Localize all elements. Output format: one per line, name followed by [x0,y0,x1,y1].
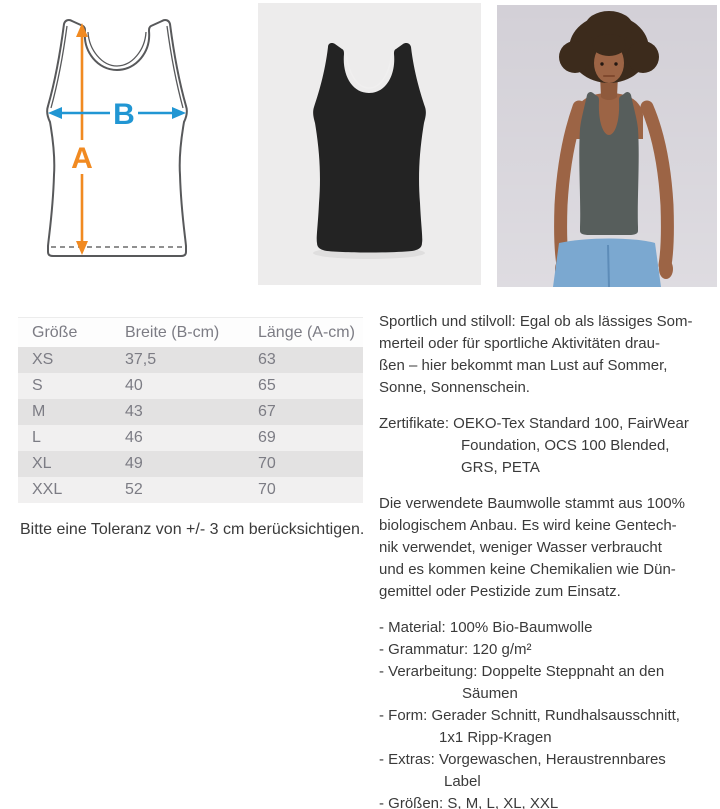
table-cell: 63 [258,351,276,368]
table-row [18,399,363,425]
description-line: und es kommen keine Chemikalien wie Dün- [379,561,676,578]
jeans [553,239,661,288]
description-line: Die verwendete Baumwolle stammt aus 100% [379,495,685,512]
description-line: ßen – hier bekommt man Lust auf Sommer, [379,357,668,374]
description-line: merteil oder für sportliche Aktivitäten drau- [379,335,660,352]
model-photo [497,5,717,287]
size-table-body [18,347,363,503]
table-row [18,477,363,503]
description-line: GRS, PETA [461,459,540,476]
flat-product-image [258,3,481,285]
table-cell: 52 [125,481,143,498]
description-paragraph [379,617,720,809]
size-diagram [10,0,240,290]
size-table [18,317,363,503]
table-cell: 67 [258,403,276,420]
size-table-header [18,318,363,348]
description-line: - Form: Gerader Schnitt, Rundhalsausschnitt, [379,707,680,724]
description-line: - Extras: Vorgewaschen, Heraustrennbares [379,751,666,768]
black-tank-shape [313,43,426,253]
label-a: A [71,142,93,175]
column-header: Länge (A-cm) [244,318,363,348]
tank-top-measurement-drawing [10,0,240,290]
description-line: - Grammatur: 120 g/m² [379,641,532,658]
label-b: B [113,98,135,131]
table-cell: XXL [32,481,63,498]
tank-outline [47,20,187,256]
black-tank-top-image [258,3,481,285]
table-row [18,373,363,399]
description-paragraph [379,413,720,479]
description-line: Foundation, OCS 100 Blended, [461,437,670,454]
table-row [18,451,363,477]
table-row [18,425,363,451]
description-line: Säumen [462,685,518,702]
table-cell: 69 [258,429,276,446]
column-header: Größe [18,318,111,348]
model-wearing-tank-image [497,5,717,287]
product-description [379,311,720,809]
tolerance-note: Bitte eine Toleranz von +/- 3 cm berücksichtigen. [20,521,365,538]
description-line: Label [444,773,481,790]
table-cell: 70 [258,481,276,498]
description-line: - Größen: S, M, L, XL, XXL [379,795,559,809]
description-paragraph [379,493,720,603]
table-cell: S [32,377,43,394]
description-line: Zertifikate: OEKO-Tex Standard 100, FairWear [379,415,689,432]
description-line: Sonne, Sonnenschein. [379,379,530,396]
black-tank-neck-highlight [346,52,392,88]
description-paragraph [379,311,720,399]
table-cell: 65 [258,377,276,394]
table-cell: 46 [125,429,143,446]
table-cell: XL [32,455,52,472]
table-cell: XS [32,351,54,368]
table-cell: L [32,429,41,446]
table-cell: 70 [258,455,276,472]
model-figure [553,11,673,287]
table-row [18,347,363,373]
description-line: gemittel oder Pestizide zum Einsatz. [379,583,621,600]
table-cell: 43 [125,403,143,420]
table-cell: 49 [125,455,143,472]
description-line: - Verarbeitung: Doppelte Steppnaht an den [379,663,665,680]
description-line: nik verwendet, weniger Wasser verbraucht [379,539,662,556]
table-cell: 37,5 [125,351,157,368]
description-line: 1x1 Ripp-Kragen [439,729,552,746]
description-line: Sportlich und stilvoll: Egal ob als lässiges Som- [379,313,693,330]
table-cell: 40 [125,377,143,394]
table-cell: M [32,403,46,420]
description-line: biologischem Anbau. Es wird keine Gentech- [379,517,677,534]
column-header: Breite (B-cm) [111,318,244,348]
description-line: - Material: 100% Bio-Baumwolle [379,619,593,636]
